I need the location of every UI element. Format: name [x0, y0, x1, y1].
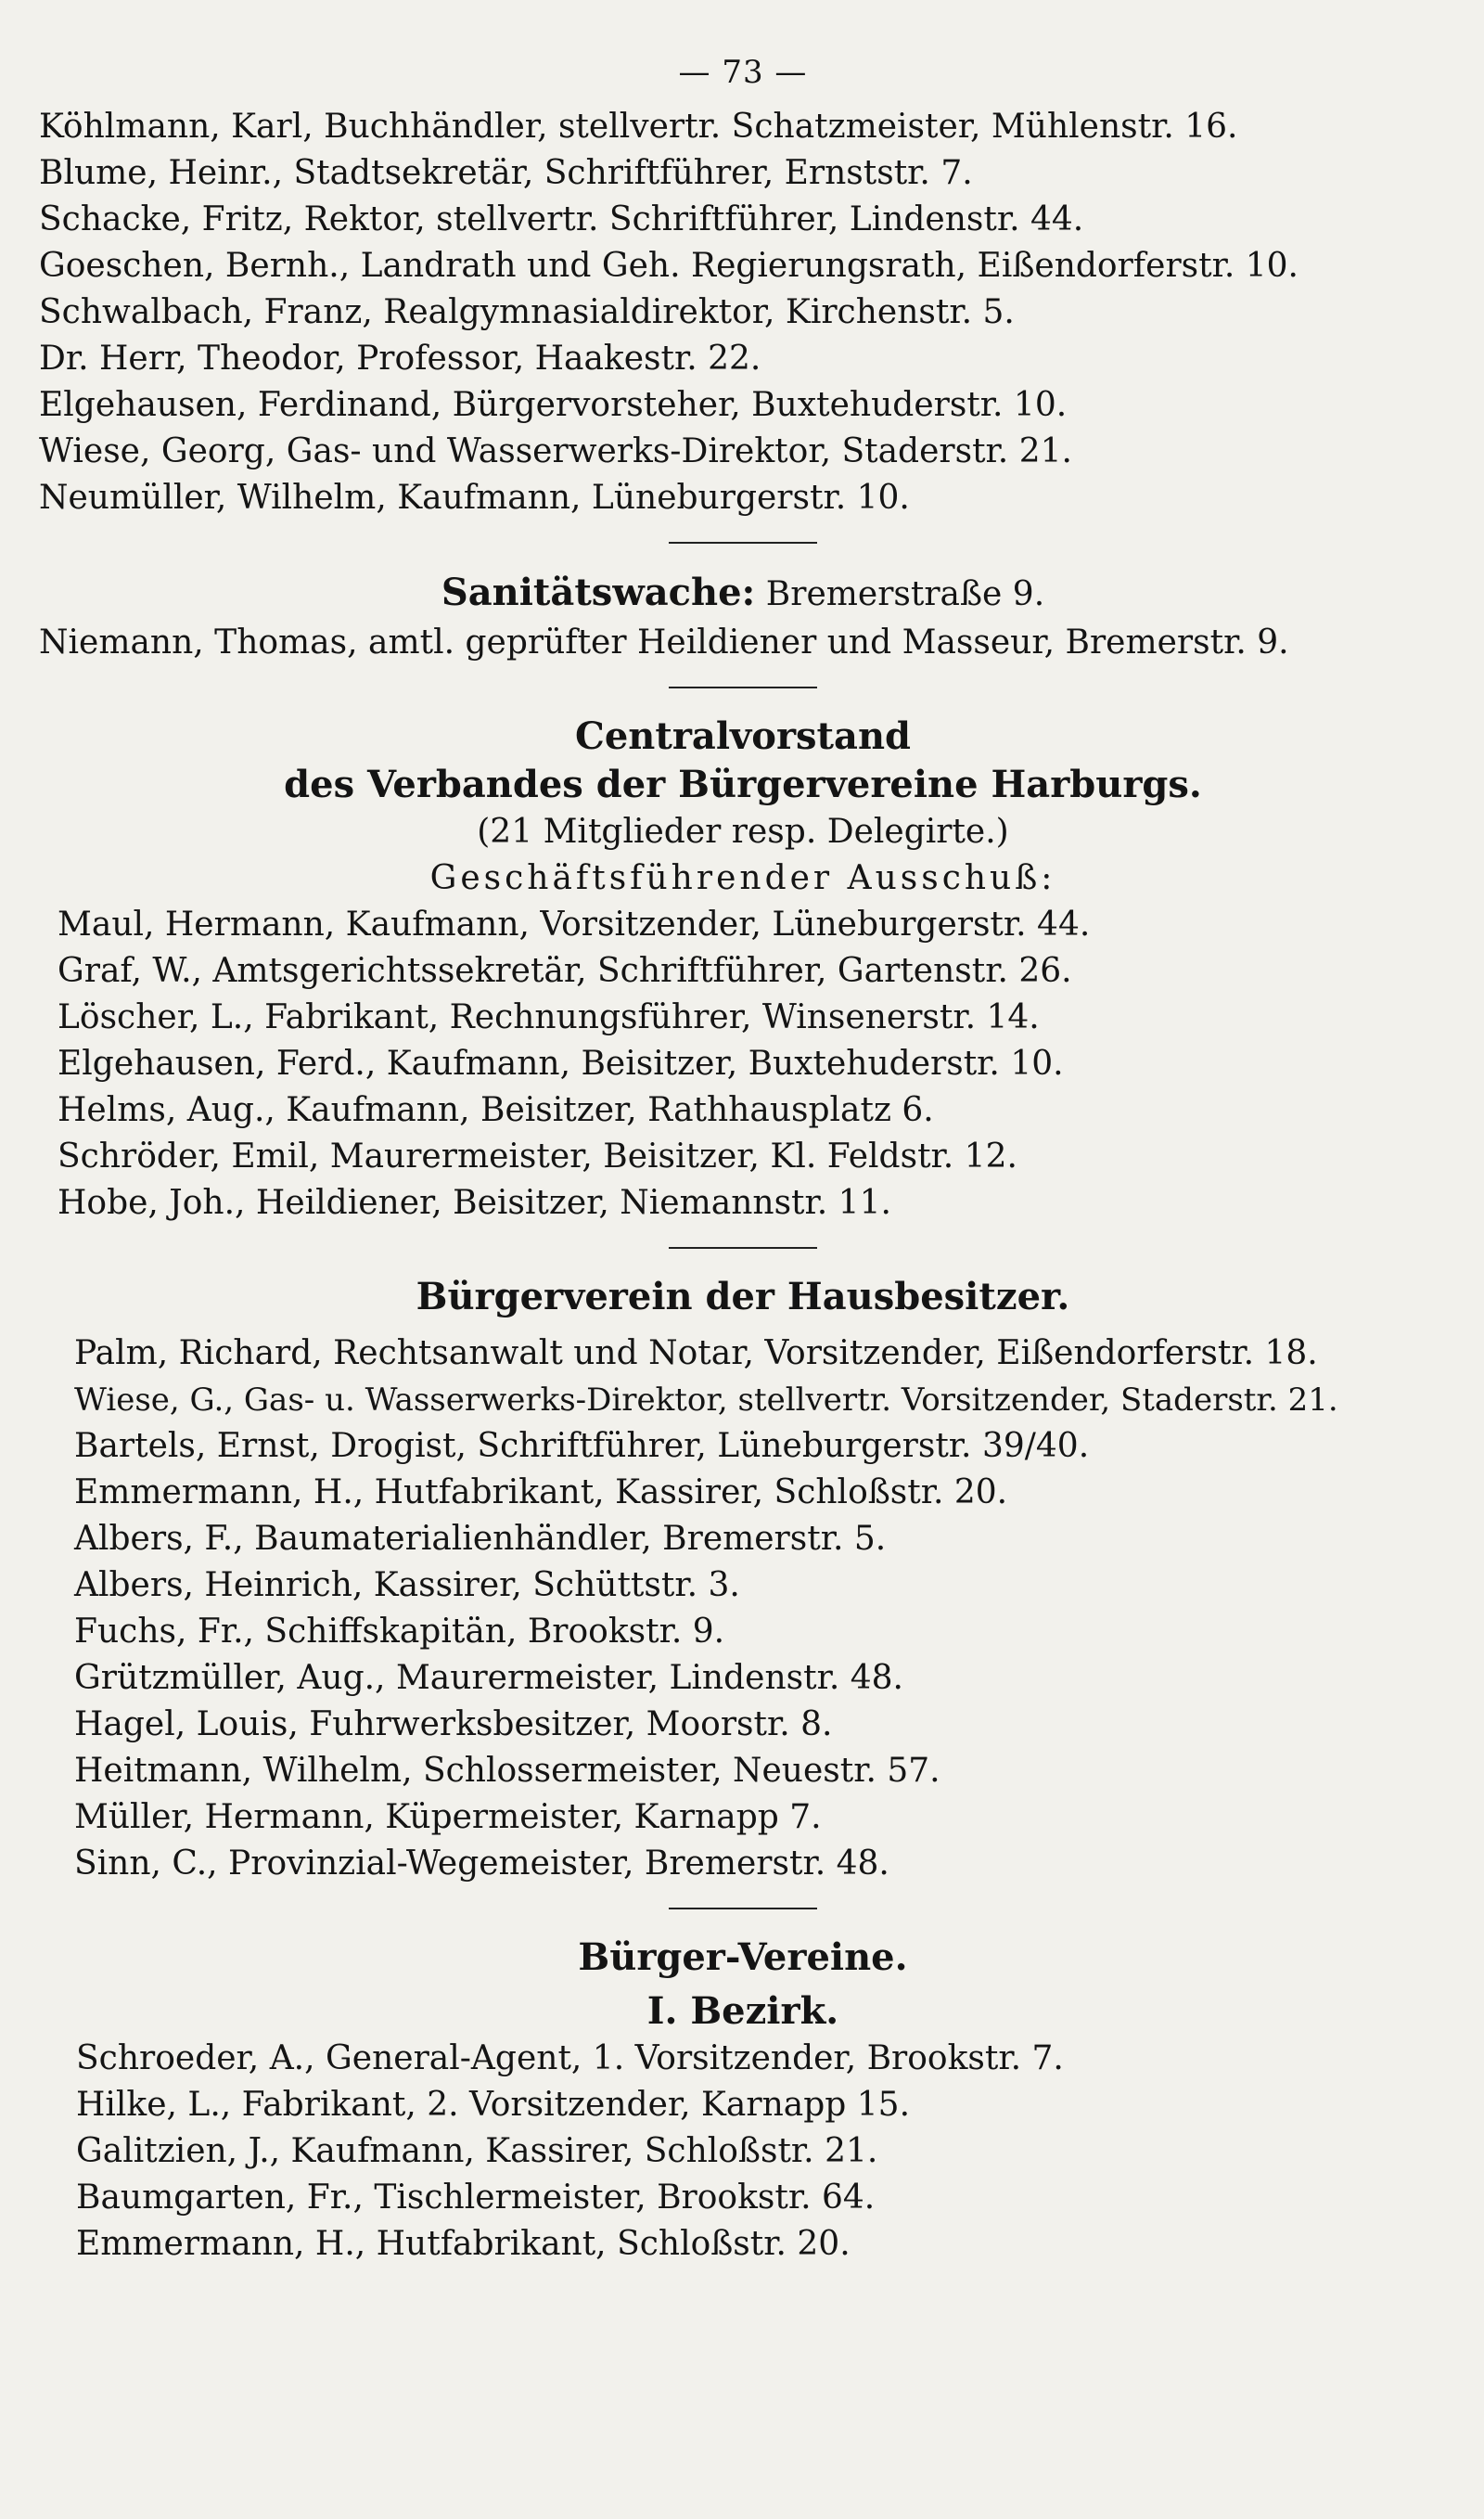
list-item: Niemann, Thomas, amtl. geprüfter Heildiener und Masseur, Bremerstr. 9.: [39, 623, 1289, 662]
list-item: Sinn, C., Provinzial-Wegemeister, Bremerstr. 48.: [74, 1844, 889, 1883]
list-item: Wiese, G., Gas- u. Wasserwerks-Direktor, stellvertr. Vorsitzender, Staderstr. 21.: [74, 1382, 1338, 1419]
page-number: — 73 —: [678, 54, 808, 91]
list-item: Emmermann, H., Hutfabrikant, Kassirer, Schloßstr. 20.: [74, 1473, 1008, 1511]
list-item: Goeschen, Bernh., Landrath und Geh. Regierungsrath, Eißendorferstr. 10.: [39, 247, 1298, 285]
sanitaet-title: Sanitätswache:: [441, 571, 756, 614]
list-item: Bartels, Ernst, Drogist, Schriftführer, Lüneburgerstr. 39/40.: [74, 1427, 1090, 1465]
district-heading: I. Bezirk.: [646, 1989, 839, 2033]
list-item: Schroeder, A., General-Agent, 1. Vorsitzender, Brookstr. 7.: [76, 2039, 1064, 2077]
section-heading: Bürger-Vereine.: [578, 1935, 908, 1979]
hausbesitzer-section: [39, 1273, 1447, 1887]
list-item: Köhlmann, Karl, Buchhändler, stellvertr. Schatzmeister, Mühlenstr. 16.: [39, 108, 1238, 146]
section-heading: Bürgerverein der Hausbesitzer.: [416, 1275, 1070, 1318]
sanitaet-section: [39, 568, 1447, 666]
list-item: Albers, Heinrich, Kassirer, Schüttstr. 3.: [74, 1566, 740, 1604]
members-note: (21 Mitglieder resp. Delegirte.): [477, 813, 1009, 851]
list-item: Hilke, L., Fabrikant, 2. Vorsitzender, Karnapp 15.: [76, 2086, 911, 2124]
list-item: Elgehausen, Ferdinand, Bürgervorsteher, Buxtehuderstr. 10.: [39, 386, 1068, 424]
list-item: Müller, Hermann, Küpermeister, Karnapp 7.: [74, 1798, 822, 1836]
section-divider: [669, 542, 817, 544]
buerger-vereine-section: [39, 1934, 1447, 2268]
list-item: Wiese, Georg, Gas- und Wasserwerks-Direktor, Staderstr. 21.: [39, 432, 1072, 470]
list-item: Fuchs, Fr., Schiffskapitän, Brookstr. 9.: [74, 1613, 725, 1651]
list-item: Neumüller, Wilhelm, Kaufmann, Lüneburgerstr. 10.: [39, 479, 910, 517]
list-item: Graf, W., Amtsgerichtssekretär, Schriftführer, Gartenstr. 26.: [58, 952, 1072, 990]
list-item: Elgehausen, Ferd., Kaufmann, Beisitzer, Buxtehuderstr. 10.: [58, 1045, 1064, 1083]
list-item: Schacke, Fritz, Rektor, stellvertr. Schriftführer, Lindenstr. 44.: [39, 200, 1084, 238]
central-section: [39, 713, 1447, 1227]
board-list: [39, 104, 1447, 521]
section-heading: [39, 568, 1447, 620]
list-item: Maul, Hermann, Kaufmann, Vorsitzender, Lüneburgerstr. 44.: [58, 906, 1091, 944]
section-divider: [669, 1908, 817, 1909]
list-item: Helms, Aug., Kaufmann, Beisitzer, Rathhausplatz 6.: [58, 1091, 934, 1129]
list-item: Emmermann, H., Hutfabrikant, Schloßstr. 20.: [76, 2225, 851, 2263]
list-item: Schröder, Emil, Maurermeister, Beisitzer, Kl. Feldstr. 12.: [58, 1137, 1017, 1176]
list-item: Schwalbach, Franz, Realgymnasialdirektor, Kirchenstr. 5.: [39, 293, 1015, 331]
section-heading: Centralvorstand: [575, 714, 911, 758]
section-divider: [669, 1247, 817, 1249]
list-item: Blume, Heinr., Stadtsekretär, Schriftführer, Ernststr. 7.: [39, 154, 973, 192]
list-item: Albers, F., Baumaterialienhändler, Bremerstr. 5.: [74, 1520, 887, 1558]
section-divider: [669, 687, 817, 688]
list-item: Löscher, L., Fabrikant, Rechnungsführer, Winsenerstr. 14.: [58, 998, 1040, 1036]
list-item: Galitzien, J., Kaufmann, Kassirer, Schloßstr. 21.: [76, 2132, 878, 2170]
list-item: Palm, Richard, Rechtsanwalt und Notar, Vorsitzender, Eißendorferstr. 18.: [74, 1334, 1318, 1372]
list-item: Hagel, Louis, Fuhrwerksbesitzer, Moorstr. 8.: [74, 1705, 833, 1743]
list-item: Heitmann, Wilhelm, Schlossermeister, Neuestr. 57.: [74, 1752, 940, 1790]
section-heading: des Verbandes der Bürgervereine Harburgs.: [284, 763, 1202, 806]
list-item: Hobe, Joh., Heildiener, Beisitzer, Niemannstr. 11.: [58, 1184, 891, 1222]
list-item: Grützmüller, Aug., Maurermeister, Lindenstr. 48.: [74, 1659, 903, 1697]
list-item: Baumgarten, Fr., Tischlermeister, Brookstr. 64.: [76, 2178, 876, 2217]
list-item: Dr. Herr, Theodor, Professor, Haakestr. 22.: [39, 340, 761, 378]
sanitaet-address: Bremerstraße 9.: [765, 575, 1045, 613]
committee-heading: Geschäftsführender Ausschuß:: [429, 859, 1056, 897]
